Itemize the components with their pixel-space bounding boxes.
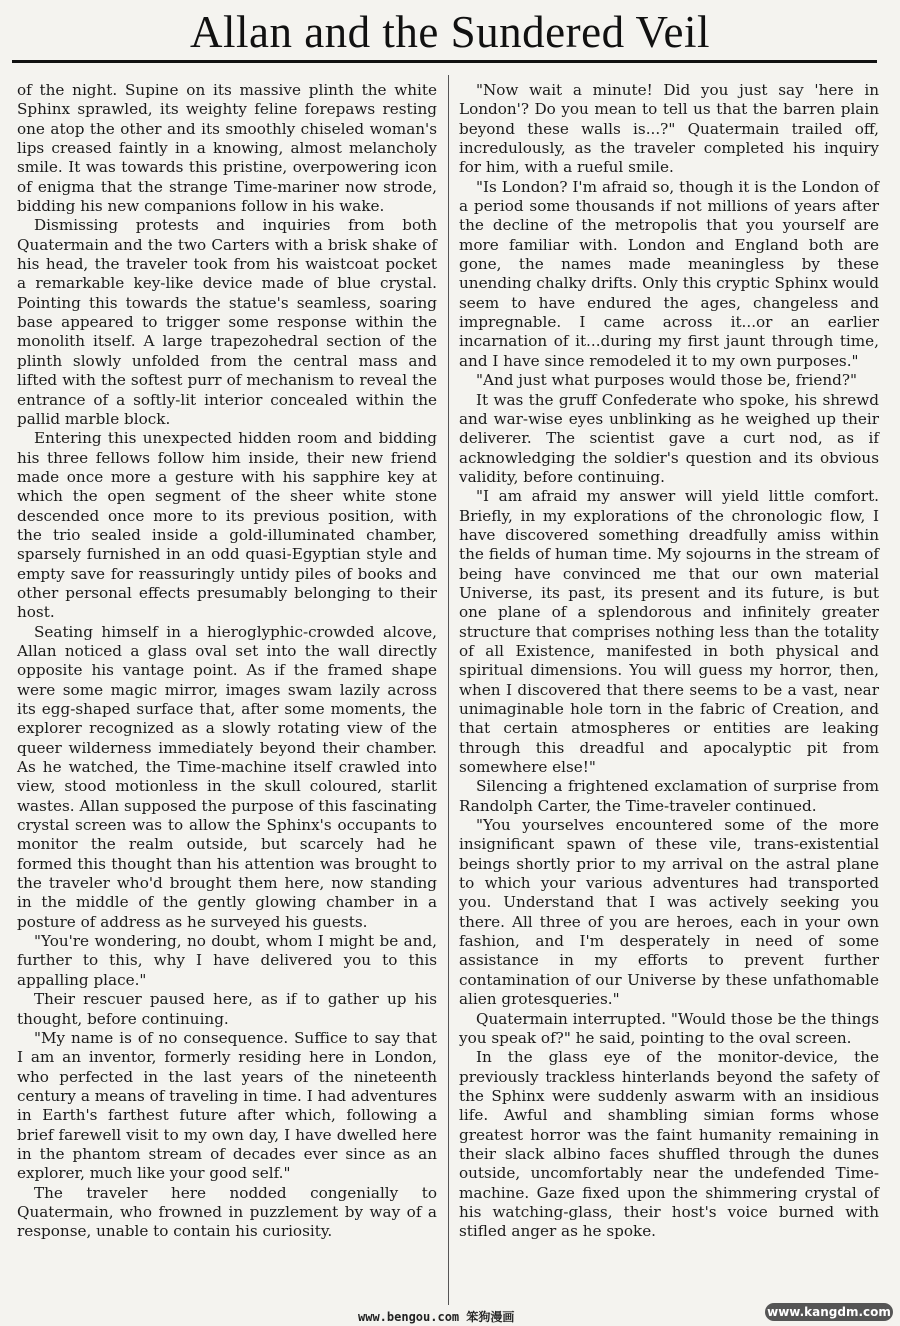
paragraph: "You're wondering, no doubt, whom I might be and, further to this, why I have delivered you to this appalling place."	[17, 932, 437, 989]
title-rule	[12, 60, 877, 63]
paragraph: "You yourselves encountered some of the more insignificant spawn of these vile, trans-existential beings shortly prior to my arrival on the astral plane to which your various adventures had transported you. Understand that I was actively seeking you there. All three of you are heroes, each in your own fashion, and I'm desperately in need of some assistance in my efforts to prevent further contamination of our Universe by these unfathomable alien grotesqueries."	[459, 816, 879, 1009]
paragraph: "Now wait a minute! Did you just say 'here in London'? Do you mean to tell us that the barren plain beyond these walls is...?" Quatermain trailed off, incredulously, as the traveler completed his inquiry for him, with a rueful smile.	[459, 81, 879, 177]
right-column	[459, 81, 879, 1242]
page-title: Allan and the Sundered Veil	[189, 7, 711, 57]
paragraph: It was the gruff Confederate who spoke, his shrewd and war-wise eyes unblinking as he weighed up their deliverer. The scientist gave a curt nod, as if acknowledging the soldier's question and its obvious validity, before continuing.	[459, 390, 879, 486]
paragraph: of the night. Supine on its massive plinth the white Sphinx sprawled, its weighty feline forepaws resting one atop the other and its smoothly chiseled woman's lips creased faintly in a knowing, almost melancholy smile. It was towards this pristine, overpowering icon of enigma that the strange Time-mariner now strode, bidding his new companions follow in his wake.	[17, 81, 437, 216]
watermark-badge: www.kangdm.com	[765, 1303, 893, 1321]
paragraph: Seating himself in a hieroglyphic-crowded alcove, Allan noticed a glass oval set into the wall directly opposite his vantage point. As if the framed shape were some magic mirror, images swam lazily across its egg-shaped surface that, after some moments, the explorer recognized as a slowly rotating view of the queer wilderness immediately beyond their chamber. As he watched, the Time-machine itself crawled into view, stood motionless in the skull coloured, starlit wastes. Allan supposed the purpose of this fascinating crystal screen was to allow the Sphinx's occupants to monitor the realm outside, but scarcely had he formed this thought than his attention was brought to the traveler who'd brought them here, now standing in the middle of the gently glowing chamber in a posture of address as he surveyed his guests.	[17, 622, 437, 931]
paragraph: Entering this unexpected hidden room and bidding his three fellows follow him inside, their new friend made once more a gesture with his sapphire key at which the open segment of the sheer white stone descended once more to its previous position, with the trio sealed inside a gold-illuminated chamber, sparsely furnished in an odd quasi-Egyptian style and empty save for reassuringly untidy piles of books and other personal effects presumably belonging to their host.	[17, 429, 437, 622]
paragraph: Their rescuer paused here, as if to gather up his thought, before continuing.	[17, 990, 437, 1028]
paragraph: Silencing a frightened exclamation of surprise from Randolph Carter, the Time-traveler continued.	[459, 777, 879, 815]
column-divider	[448, 75, 449, 1305]
paragraph: "I am afraid my answer will yield little comfort. Briefly, in my explorations of the chronologic flow, I have discovered something dreadfully amiss within the fields of human time. My sojourns in the stream of being have convinced me that our own material Universe, its past, its present and its future, is but one plane of a splendorous and infinitely greater structure that comprises nothing less than the totality of all Existence, manifested in both physical and spiritual dimensions. You will guess my horror, then, when I discovered that there seems to be a vast, near unimaginable hole torn in the fabric of Creation, and that certain atmospheres or entities are leaking through this dreadful and apocalyptic pit from somewhere else!"	[459, 487, 879, 777]
source-footer: www.bengou.com 笨狗漫画	[358, 1310, 515, 1324]
paragraph: "Is London? I'm afraid so, though it is the London of a period some thousands if not millions of years after the decline of the metropolis that you yourself are more familiar with. London and England both are gone, the names made meaningless by these unending chalky drifts. Only this cryptic Sphinx would seem to have endured the ages, changeless and impregnable. I came across it...or an earlier incarnation of it...during my first jaunt through time, and I have since remodeled it to my own purposes."	[459, 177, 879, 370]
paragraph: In the glass eye of the monitor-device, the previously trackless hinterlands beyond the safety of the Sphinx were suddenly aswarm with an insidious life. Awful and shambling simian forms whose greatest horror was the faint humanity remaining in their slack albino faces shuffled through the dunes outside, uncomfortably near the undefended Time-machine. Gaze fixed upon the shimmering crystal of his watching-glass, their host's voice burned with stifled anger as he spoke.	[459, 1048, 879, 1241]
paragraph: Quatermain interrupted. "Would those be the things you speak of?" he said, pointing to the oval screen.	[459, 1009, 879, 1047]
paragraph: "And just what purposes would those be, friend?"	[476, 371, 857, 390]
paragraph: Dismissing protests and inquiries from both Quatermain and the two Carters with a brisk shake of his head, the traveler took from his waistcoat pocket a remarkable key-like device made of blue crystal. Pointing this towards the statue's seamless, soaring base appeared to trigger some response within the monolith itself. A large trapezohedral section of the plinth slowly unfolded from the central mass and lifted with the softest purr of mechanism to reveal the entrance of a softly-lit interior concealed within the pallid marble block.	[17, 216, 437, 428]
paragraph: The traveler here nodded congenially to Quatermain, who frowned in puzzlement by way of a response, unable to contain his curiosity.	[17, 1183, 437, 1241]
paragraph: "My name is of no consequence. Suffice to say that I am an inventor, formerly residing here in London, who perfected in the last years of the nineteenth century a means of traveling in time. I had adventures in Earth's farthest future after which, following a brief farewell visit to my own day, I have dwelled here in the phantom stream of decades ever since as an explorer, much like your good self."	[17, 1028, 437, 1183]
left-column	[17, 81, 437, 1242]
